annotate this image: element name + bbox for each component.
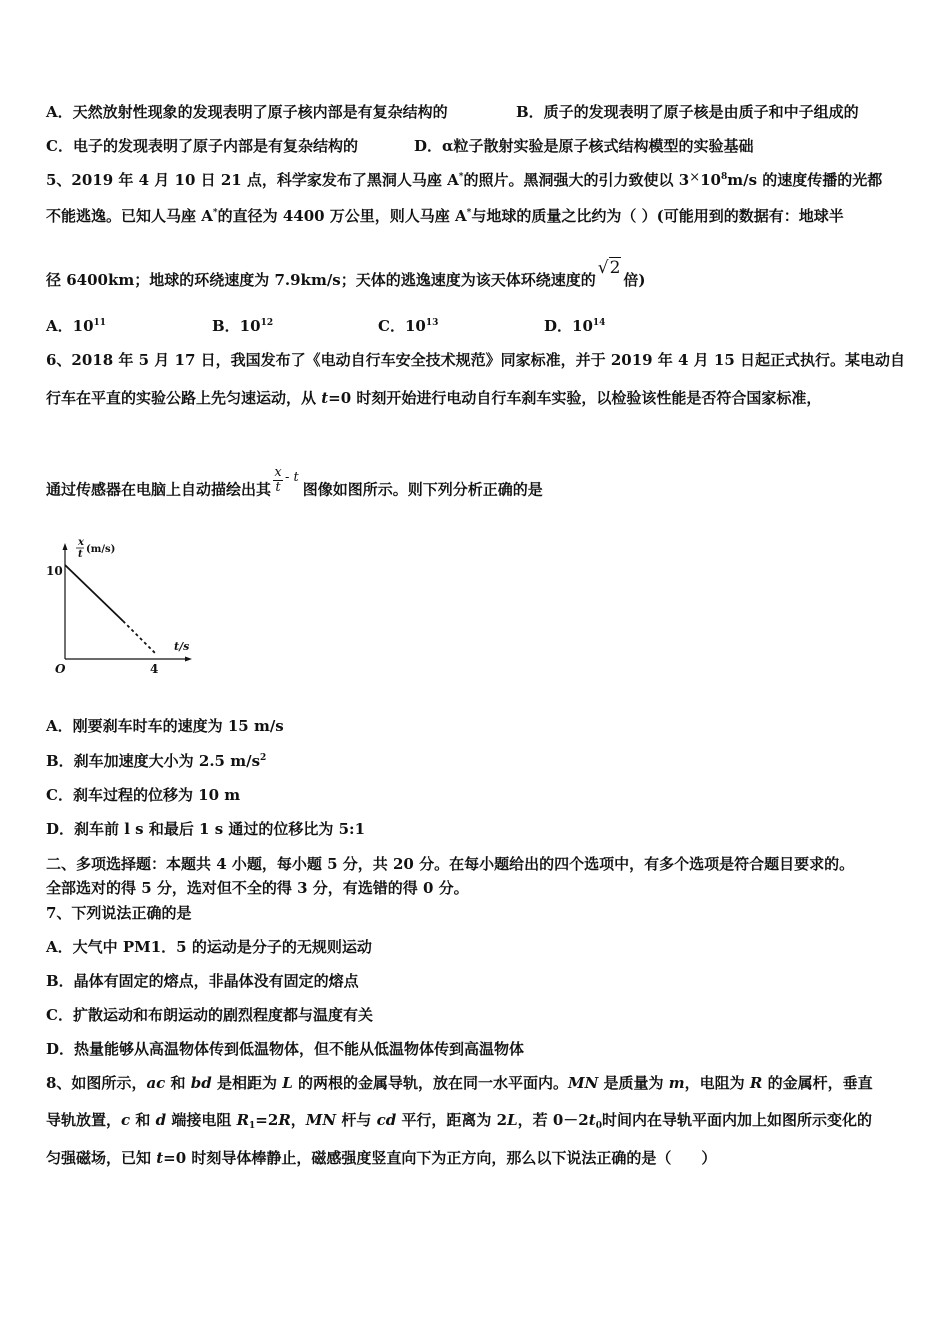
q5-option-c: C．$10^{13}$ bbox=[378, 317, 439, 335]
q8-line-1: 8、如图所示，ac 和 bd 是相距为 L 的两根的金属导轨，放在同一水平面内。MN 是质量为 m，电阻为 R 的金属杆，垂直 bbox=[46, 1074, 873, 1092]
q5-line-2: 不能逃逸。已知人马座 A*的直径为 4400 万公里，则人马座 A*与地球的质量之比约为（ ）(可能用到的数据有：地球半 bbox=[46, 207, 844, 225]
q4-option-row-2 bbox=[46, 136, 754, 156]
xt-t-graph bbox=[38, 535, 208, 680]
q6-option-a: A．刚要刹车时车的速度为 15 m/s bbox=[46, 717, 284, 735]
y-unit: (m/s) bbox=[86, 544, 116, 555]
y-axis-arrow bbox=[63, 543, 68, 550]
q4-option-b: B．质子的发现表明了原子核是由质子和中子组成的 bbox=[516, 103, 859, 121]
q6-line-3: 通过传感器在电脑上自动描绘出其 $\frac{x}{t}$ - t图像如图所示。则下列分析正确的是 bbox=[46, 465, 543, 499]
q4-option-a: A．天然放射性现象的发现表明了原子核内部是有复杂结构的 bbox=[46, 103, 448, 121]
q7-option-a: A．大气中 PM1．5 的运动是分子的无规则运动 bbox=[46, 938, 372, 956]
q5-option-a: A．$10^{11}$ bbox=[46, 317, 107, 335]
q7-option-d: D．热量能够从高温物体传到低温物体，但不能从低温物体传到高温物体 bbox=[46, 1040, 525, 1058]
q8-line-2: 导轨放置，c 和 d 端接电阻 $R_1=2R$，MN 杆与 cd 平行，距离为 2L，若 $0-2t_0$时间内在导轨平面内加上如图所示变化的 bbox=[46, 1111, 872, 1131]
q5-option-b: B．$10^{12}$ bbox=[212, 317, 274, 335]
sqrt-symbol: √2 bbox=[597, 258, 621, 278]
q4-option-row-1 bbox=[46, 102, 859, 122]
q7-stem: 7、下列说法正确的是 bbox=[46, 904, 192, 922]
q5-options bbox=[46, 316, 605, 336]
x-tick-4: 4 bbox=[150, 662, 159, 676]
q8-line-3: 匀强磁场，已知 t=0 时刻导体棒静止，磁感强度竖直向下为正方向，那么以下说法正确的是（ ） bbox=[46, 1149, 717, 1167]
graph-line-solid bbox=[65, 565, 123, 621]
q7-option-b: B．晶体有固定的熔点，非晶体没有固定的熔点 bbox=[46, 972, 359, 990]
q6-line-2: 行车在平直的实验公路上先匀速运动，从 t=0 时刻开始进行电动自行车刹车实验，以检验该性能是否符合国家标准， bbox=[46, 389, 822, 407]
graph-line-dashed bbox=[123, 621, 155, 653]
origin-label: O bbox=[55, 662, 66, 676]
q5-option-d: D．$10^{14}$ bbox=[544, 317, 606, 335]
q6-option-c: C．刹车过程的位移为 10 m bbox=[46, 786, 241, 804]
x-label: t/s bbox=[174, 640, 190, 653]
q4-option-d: D．α粒子散射实验是原子核式结构模型的实验基础 bbox=[414, 137, 754, 155]
q5-line-3: 径 6400km；地球的环绕速度为 7.9km/s；天体的逃逸速度为该天体环绕速度的√2倍) bbox=[46, 258, 646, 289]
x-over-t-fraction: $\frac{x}{t}$ bbox=[274, 465, 282, 495]
q6-option-d: D．刹车前 l s 和最后 1 s 通过的位移比为 5:1 bbox=[46, 820, 366, 838]
q6-line-1: 6、2018 年 5 月 17 日，我国发布了《电动自行车安全技术规范》同家标准，并于 2019 年 4 月 15 日起正式执行。某电动自 bbox=[46, 351, 906, 369]
section2-line-2: 全部选对的得 5 分，选对但不全的得 3 分，有选错的得 0 分。 bbox=[46, 879, 469, 897]
q7-option-c: C．扩散运动和布朗运动的剧烈程度都与温度有关 bbox=[46, 1006, 373, 1024]
q6-option-b: B．刹车加速度大小为 2.5 $m/s^2$ bbox=[46, 752, 267, 770]
x-axis-arrow bbox=[185, 657, 192, 662]
section2-line-1: 二、多项选择题：本题共 4 小题，每小题 5 分，共 20 分。在每小题给出的四个选项中，有多个选项是符合题目要求的。 bbox=[46, 855, 855, 873]
y-tick-10: 10 bbox=[46, 564, 63, 578]
q4-option-c: C．电子的发现表明了原子内部是有复杂结构的 bbox=[46, 137, 358, 155]
q5-line-1: 5、2019 年 4 月 10 日 21 点，科学家发布了黑洞人马座 A*的照片。黑洞强大的引力致使以 $3\times 10^8m/s$ 的速度传播的光都 bbox=[46, 170, 883, 189]
y-label-num: x bbox=[78, 537, 84, 548]
y-label-den: t bbox=[78, 549, 83, 560]
